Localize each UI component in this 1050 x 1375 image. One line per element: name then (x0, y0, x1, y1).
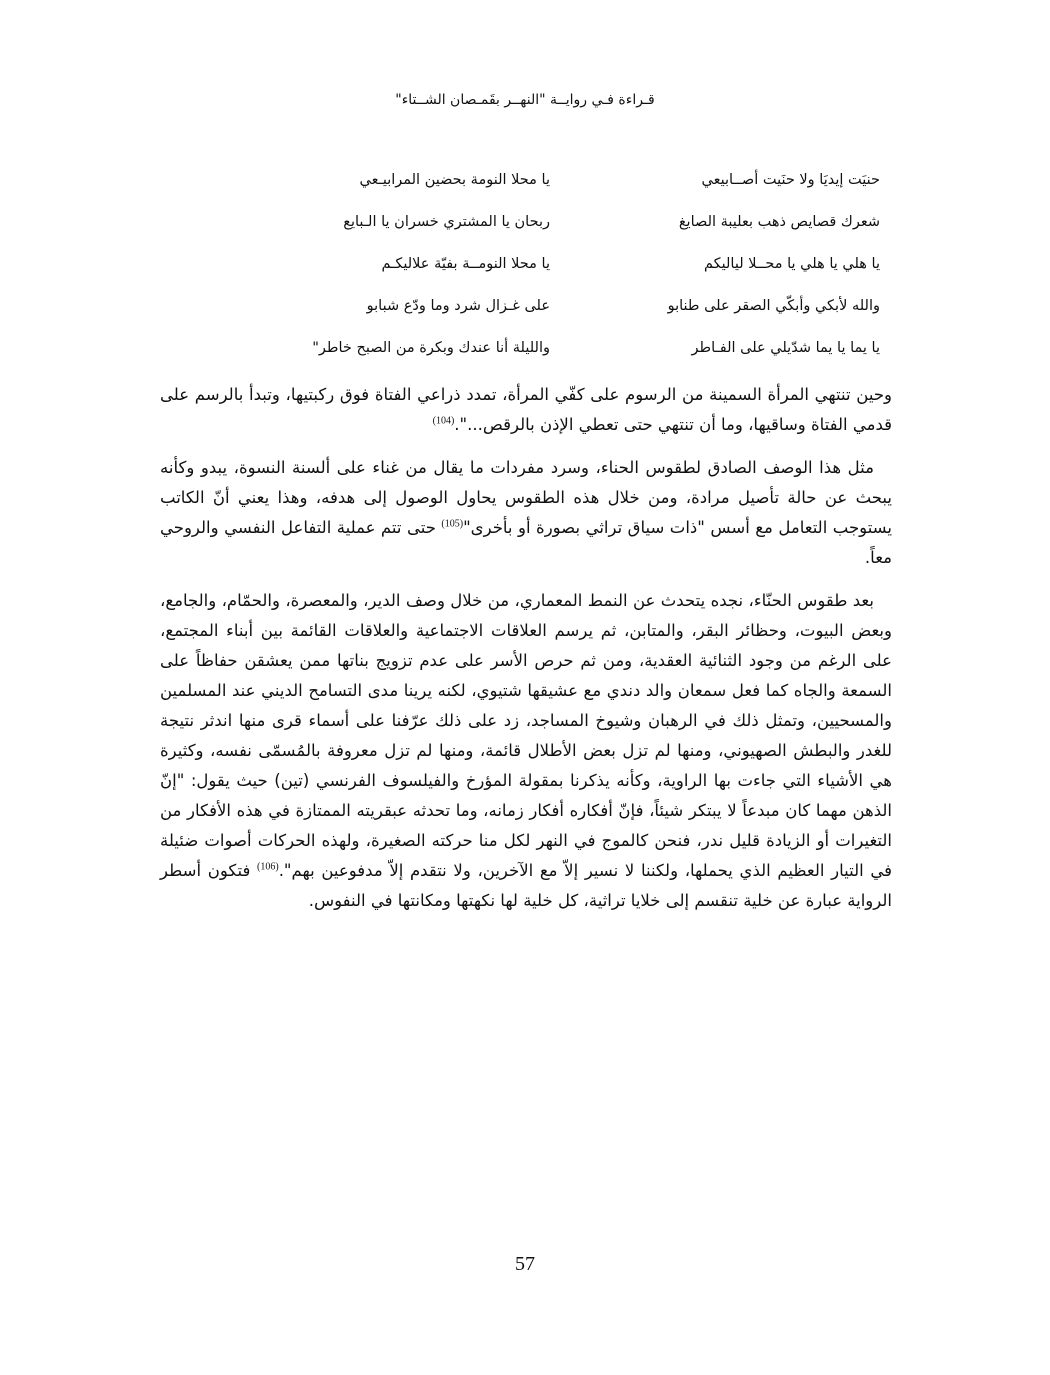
paragraph-text: مثل هذا الوصف الصادق لطقوس الحناء، وسرد مفردات ما يقال من غناء على ألسنة النسوة، يبدو وكأنه يبحث عن حالة تأصيل مرادة، ومن خلال هذه الطقوس يحاول الوصول إلى هدفه، وهذا يعني أنّ الكاتب يستوجب التعامل مع أسس "ذات سياق تراثي بصورة أو بأخرى" (160, 458, 892, 537)
paragraph-text: وحين تنتهي المرأة السمينة من الرسوم على كفّي المرأة، تمدد ذراعي الفتاة فوق ركبتيها، وتبدأ بالرسم على قدمي الفتاة وساقيها، وما أن تنتهي حتى تعطي الإذن بالرقص...". (160, 385, 892, 434)
footnote-reference: (106) (257, 861, 279, 873)
running-header: قـراءة فـي روايــة "النهــر بقَمـصان الشــتاء" (395, 92, 655, 108)
verse-second-hemistich: على غـزال شرد وما ودّع شبابو (366, 298, 550, 314)
paragraph (160, 586, 892, 916)
verse-line (200, 298, 880, 340)
paragraph (160, 380, 892, 440)
verse-first-hemistich: يا هلي يا هلي يا محــلا لياليكم (703, 256, 880, 272)
footnote-reference: (105) (441, 518, 464, 530)
verse-first-hemistich: شعرك قصايص ذهب بعليبة الصايغ (678, 214, 880, 230)
folk-song-verses (200, 172, 880, 382)
verse-first-hemistich: والله لأبكي وأبكّي الصقر على طنابو (667, 298, 880, 314)
page-number: 57 (515, 1253, 535, 1275)
verse-first-hemistich: يا يما يا يما شدّيلي على الفـاطر (691, 340, 880, 356)
verse-line (200, 256, 880, 298)
paragraph (160, 453, 892, 573)
body-text (160, 380, 892, 929)
verse-second-hemistich: يا محلا النومة بحضين المرابيـعي (359, 172, 550, 188)
verse-line (200, 172, 880, 214)
paragraph-text: فتكون أسطر الرواية عبارة عن خلية تنقسم إلى خلايا تراثية، كل خلية لها نكهتها ومكانتها في النفوس. (160, 861, 892, 910)
verse-first-hemistich: حنيَت إيديَا ولا حنَيت أصــابيعي (701, 172, 880, 188)
verse-second-hemistich: يا محلا النومــة بفيّة علاليكـم (381, 256, 550, 272)
verse-second-hemistich: والليلة أنا عندك وبكرة من الصبح خاطر" (312, 340, 550, 356)
verse-second-hemistich: ربحان يا المشتري خسران يا الـبايع (343, 214, 550, 230)
verse-line (200, 340, 880, 382)
paragraph-text: حتى تتم عملية التفاعل النفسي والروحي معاً. (160, 518, 892, 567)
verse-line (200, 214, 880, 256)
footnote-reference: (104) (432, 415, 455, 427)
paragraph-text: بعد طقوس الحنّاء، نجده يتحدث عن النمط المعماري، من خلال وصف الدير، والمعصرة، والحمّام، والجامع، وبعض البيوت، وحظائر البقر، والمتابن، ثم يرسم العلاقات الاجتماعية والعلاقات القائمة بين أبناء المجتمع، على الرغم من وجود الثنائية العقدية، ومن ثم حرص الأسر على عدم تزويج بناتها ممن يعشقن حفاظاً على السمعة والجاه كما فعل سمعان والد دندي مع عشيقها شتيوي، لكنه يرينا مدى التسامح الديني عند المسلمين والمسحيين، وتمثل ذلك في الرهبان وشيوخ المساجد، زد على ذلك عرّفنا على أسماء قرى منها اندثر نتيجة للغدر والبطش الصهيوني، ومنها لم تزل بعض الأطلال قائمة، ومنها لم تزل معروفة بالمُسمّى نفسه، وكثيرة هي الأشياء التي جاءت بها الراوية، وكأنه يذكرنا بمقولة المؤرخ والفيلسوف الفرنسي (تين) حيث يقول: "إنّ الذهن مهما كان مبدعاً لا يبتكر شيئاً، فإنّ أفكاره أفكار زمانه، وما تحدثه عبقريته الممتازة في هذه الأفكار من التغيرات أو الزيادة قليل ندر، فنحن كالموج في النهر لكل منا حركته الصغيرة، ولهذه الحركات أصوات ضئيلة في التيار العظيم الذي يحملها، ولكننا لا نسير إلاّ مع الآخرين، ولا نتقدم إلاّ مدفوعين بهم". (160, 591, 892, 880)
